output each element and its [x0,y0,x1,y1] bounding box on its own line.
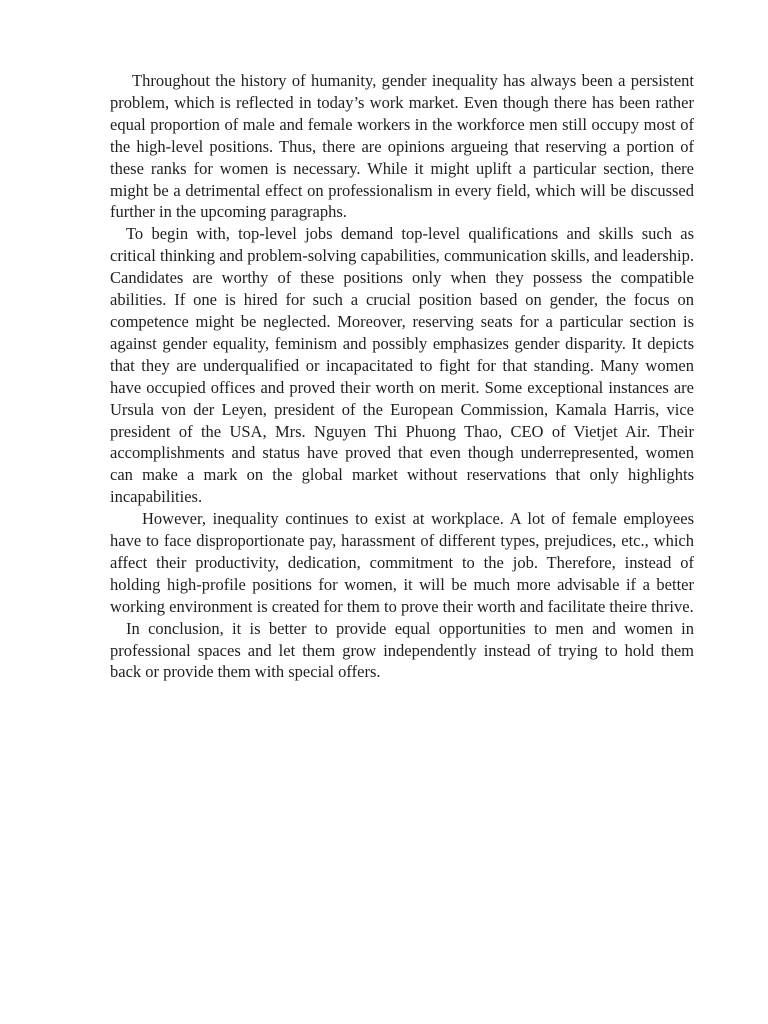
paragraph-body-one: To begin with, top-level jobs demand top-level qualifications and skills such as critical thinking and problem-solving capabilities, communication skills, and leadership. Candidates are worthy of these positions only when they possess the compatible abilities. If one is hired for such a crucial position based on gender, the focus on competence might be neglected. Moreover, reserving seats for a particular section is against gender equality, feminism and possibly emphasizes gender disparity. It depicts that they are underqualified or incapacitated to fight for that standing. Many women have occupied offices and proved their worth on merit. Some exceptional instances are Ursula von der Leyen, president of the European Commission, Kamala Harris, vice president of the USA, Mrs. Nguyen Thi Phuong Thao, CEO of Vietjet Air. Their accomplishments and status have proved that even though underrepresented, women can make a mark on the global market without reservations that only highlights incapabilities. [110,224,694,507]
paragraph-body-two: However, inequality continues to exist at workplace. A lot of female employees have to face disproportionate pay, harassment of different types, prejudices, etc., which affect their productivity, dedication, commitment to the job. Therefore, instead of holding high-profile positions for women, it will be much more advisable if a better working environment is created for them to prove their worth and facilitate theire thrive. [110,509,694,616]
document-page [110,70,694,683]
paragraph-conclusion: In conclusion, it is better to provide equal opportunities to men and women in professional spaces and let them grow independently instead of trying to hold them back or provide them with special offers. [110,618,694,682]
paragraph-introduction: Throughout the history of humanity, gender inequality has always been a persistent problem, which is reflected in today’s work market. Even though there has been rather equal proportion of male and female workers in the workforce men still occupy most of the high-level positions. Thus, there are opinions argueing that reserving a portion of these ranks for women is necessary. While it might uplift a particular section, there might be a detrimental effect on professionalism in every field, which will be discussed further in the upcoming paragraphs. [110,71,694,222]
